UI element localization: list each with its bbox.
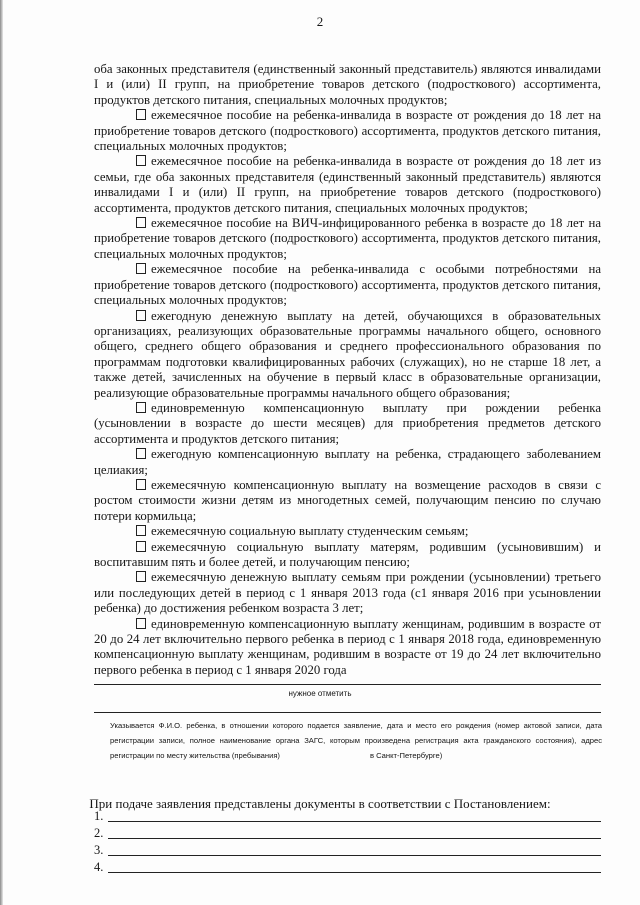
- document-line-number: 4.: [94, 860, 104, 874]
- document-line-number: 1.: [94, 809, 104, 823]
- benefit-paragraph: [94, 524, 601, 539]
- documents-heading: При подаче заявления представлены документы в соответствии с Постановлением:: [89, 796, 551, 811]
- benefit-paragraph: [94, 447, 601, 478]
- checkbox[interactable]: [136, 217, 146, 228]
- page-number: 2: [316, 14, 324, 29]
- paragraph-text: единовременную компенсационную выплату при рождении ребенка (усыновлении в возрасте до шести месяцев) для приобретения предметов детского ассортимента и продуктов детского питания;: [94, 400, 601, 446]
- checkbox[interactable]: [136, 479, 146, 490]
- checkbox[interactable]: [136, 541, 146, 552]
- paragraph-text: ежемесячную социальную выплату студенческим семьям;: [151, 524, 469, 539]
- document-blank[interactable]: [108, 838, 601, 839]
- document-line-3[interactable]: [94, 843, 601, 858]
- benefit-paragraph: [94, 262, 601, 308]
- benefit-paragraph: [94, 309, 601, 401]
- document-blank[interactable]: [108, 872, 601, 873]
- mark-needed-caption: нужное отметить: [288, 689, 352, 698]
- paragraph-text: ежегодную денежную выплату на детей, обучающихся в образовательных организациях, реализующих образовательные программы начального общего, основного общего, среднего общего образования и среднего профессионального образования по программам подготовки квалифицированных рабочих (служащих), но не старше 18 лет, а также детей, зачисленных на обучение в первый класс в образовательные организации, реализующие образовательные программы начального общего образования;: [94, 308, 601, 400]
- benefit-paragraph: [94, 617, 601, 679]
- benefit-paragraph: [94, 570, 601, 616]
- checkbox[interactable]: [136, 155, 146, 166]
- checkbox[interactable]: [136, 571, 146, 582]
- benefit-paragraph: [94, 216, 601, 262]
- benefit-paragraph: [94, 540, 601, 571]
- paragraph-text: ежегодную компенсационную выплату на ребенка, страдающего заболеванием целиакия;: [94, 447, 601, 477]
- checkbox[interactable]: [136, 263, 146, 274]
- paragraph-text: ежемесячную денежную выплату семьям при рождении (усыновлении) третьего или последующих детей в период с 1 января 2013 года (с1 января 2016 при усыновлении ребенка) до достижения ребенком возраста 3 лет;: [94, 570, 601, 616]
- benefit-paragraph: [94, 108, 601, 154]
- paragraph-text: ежемесячное пособие на ВИЧ-инфицированного ребенка в возрасте до 18 лет на приобретение товаров детского (подросткового) ассортимента, продуктов детского питания, специальных молочных продуктов;: [94, 216, 601, 261]
- benefit-paragraph: [94, 478, 601, 524]
- checkbox[interactable]: [136, 618, 146, 629]
- scan-edge: [0, 0, 3, 905]
- paragraph-text: единовременную компенсационную выплату женщинам, родившим в возрасте от 20 до 24 лет включительно первого ребенка в период с 1 января 2018 года, единовременную компенсационную выплату женщинам, родившим в возрасте от 19 до 24 лет включительно первого ребенка в период с 1 января 2020 года: [94, 616, 601, 677]
- document-blank[interactable]: [108, 855, 601, 856]
- child-info-line: [94, 712, 601, 713]
- document-line-2[interactable]: [94, 826, 601, 841]
- footnote-city: в Санкт-Петербурге): [369, 751, 443, 760]
- document-line-number: 3.: [94, 843, 104, 857]
- checkbox[interactable]: [136, 402, 146, 413]
- fill-in-line: [94, 684, 601, 685]
- document-blank[interactable]: [108, 821, 601, 822]
- checkbox[interactable]: [136, 448, 146, 459]
- paragraph-text: ежемесячную социальную выплату матерям, родившим (усыновившим) и воспитавшим пять и более детей, и получающим пенсию;: [94, 539, 601, 569]
- document-line-4[interactable]: [94, 860, 601, 875]
- paragraph-text: ежемесячное пособие на ребенка-инвалида в возрасте от рождения до 18 лет из семьи, где оба законных представителя (единственный законный представитель) являются инвалидами I и (или) II групп, на приобретение товаров детского (подросткового) ассортимента, продуктов детского питания, специальных молочных продуктов;: [94, 154, 601, 215]
- document-line-number: 2.: [94, 826, 104, 840]
- footnote-text: Указывается Ф.И.О. ребенка, в отношении которого подается заявление, дата и место его рождения (номер актовой записи, дата регистрации записи, полное наименование органа ЗАГС, которым произведена регистрация акта гражданского состояния), адрес регистрации по месту жительства (пребывания): [110, 721, 602, 760]
- checkbox[interactable]: [136, 525, 146, 536]
- document-line-1[interactable]: [94, 809, 601, 824]
- checkbox[interactable]: [136, 109, 146, 120]
- paragraph-text: оба законных представителя (единственный законный представитель) являются инвалидами I и (или) II групп, на приобретение товаров детского (подросткового) ассортимента, продуктов детского питания, специальных молочных продуктов;: [94, 62, 601, 107]
- benefit-paragraph: [94, 154, 601, 216]
- benefit-paragraph: [94, 62, 601, 108]
- paragraph-text: ежемесячное пособие на ребенка-инвалида в возрасте от рождения до 18 лет на приобретение товаров детского (подросткового) ассортимента, продуктов детского питания, специальных молочных продуктов;: [94, 108, 601, 154]
- body-text: [94, 62, 601, 678]
- paragraph-text: ежемесячное пособие на ребенка-инвалида с особыми потребностями на приобретение товаров детского (подросткового) ассортимента, продуктов детского питания, специальных молочных продуктов;: [94, 262, 601, 308]
- benefit-paragraph: [94, 401, 601, 447]
- paragraph-text: ежемесячную компенсационную выплату на возмещение расходов в связи с ростом стоимости жизни детям из многодетных семей, получающим пенсию по случаю потери кормильца;: [94, 477, 601, 523]
- checkbox[interactable]: [136, 310, 146, 321]
- footnote: [110, 718, 602, 763]
